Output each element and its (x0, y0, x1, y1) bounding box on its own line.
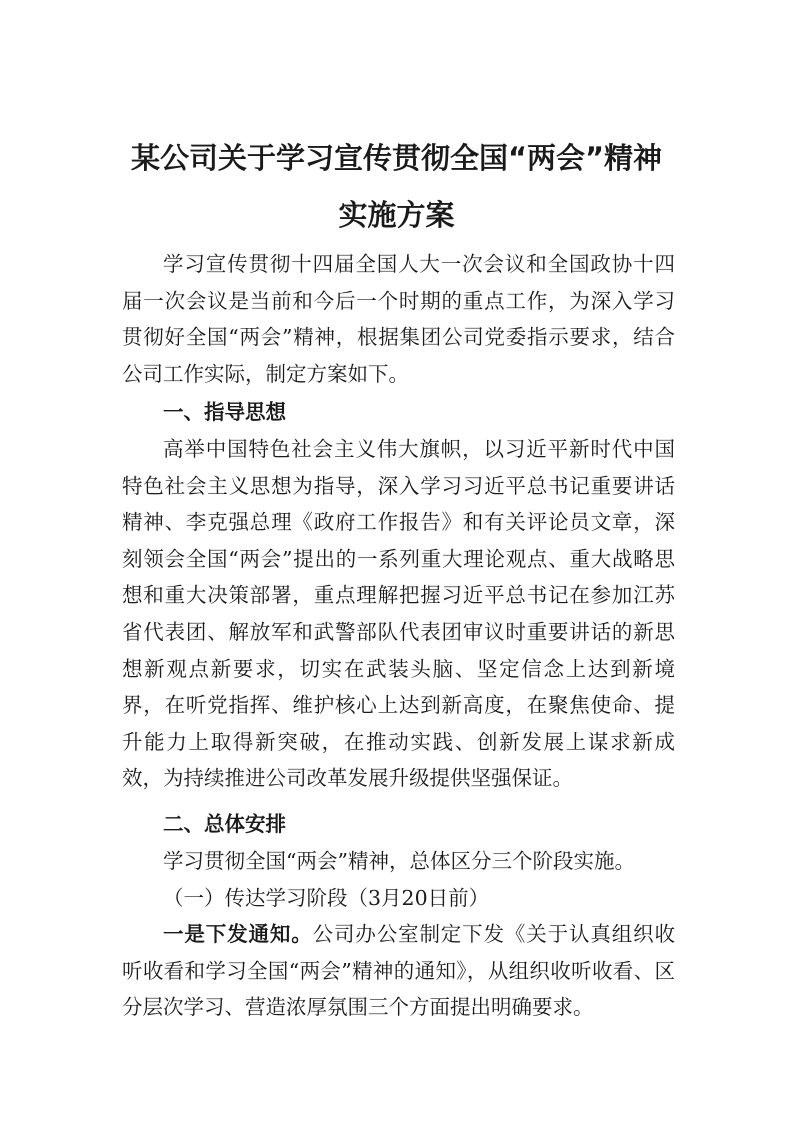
overall-paragraph: 学习贯彻全国“两会”精神，总体区分三个阶段实施。 (163, 849, 635, 873)
notice-paragraph (122, 916, 675, 1026)
document-title-line2: 实施方案 (338, 198, 455, 232)
notice-text: 公司办公室制定下发《关于认真组织收听收看和学习全国“两会”精神的通知》，从组织收听收看、区分层次学习、营造浓厚氛围三个方面提出明确要求。 (122, 922, 676, 1020)
document-title-line1: 某公司关于学习宣传贯彻全国“两会”精神 (130, 141, 663, 175)
intro-paragraph: 学习宣传贯彻十四届全国人大一次会议和全国政协十四届一次会议是当前和今后一个时期的重点工作，为深入学习贯彻好全国“两会”精神，根据集团公司党委指示要求，结合公司工作实际，制定方案如下。 (122, 252, 675, 386)
notice-lead: 一是下发通知。 (163, 922, 313, 946)
section-heading-guiding: 一、指导思想 (163, 400, 286, 424)
guiding-paragraph: 高举中国特色社会主义伟大旗帜，以习近平新时代中国特色社会主义思想为指导，深入学习习近平总书记重要讲话精神、李克强总理《政府工作报告》和有关评论员文章，深刻领会全国“两会”提出的一系列重大理论观点、重大战略思想和重大决策部署，重点理解把握习近平总书记在参加江苏省代表团、解放军和武警部队代表团审议时重要讲话的新思想新观点新要求，切实在武装头脑、坚定信念上达到新境界，在听党指挥、维护核心上达到新高度，在聚焦使命、提升能力上取得新突破，在推动实践、创新发展上谋求新成效，为持续推进公司改革发展升级提供坚强保证。 (122, 437, 675, 791)
stage1-heading: （一）传达学习阶段（3月20日前） (163, 886, 490, 910)
section-heading-overall: 二、总体安排 (163, 812, 286, 836)
